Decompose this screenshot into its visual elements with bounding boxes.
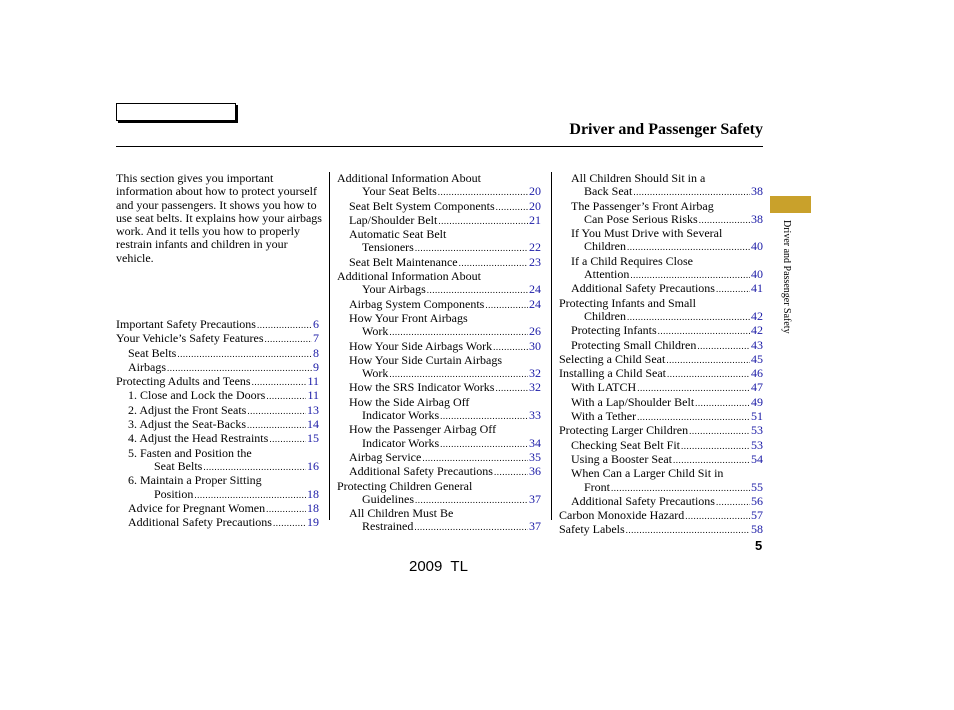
toc-page-link[interactable]: 11 <box>307 374 319 389</box>
toc-entry[interactable] <box>116 516 319 530</box>
toc-entry[interactable] <box>559 481 763 495</box>
toc-entry[interactable] <box>559 324 763 338</box>
toc-entry-heading: When Can a Larger Child Sit in <box>571 466 724 481</box>
dot-leader <box>415 493 528 507</box>
toc-page-link[interactable]: 51 <box>751 409 763 424</box>
toc-entry-title: How Your Side Airbags Work <box>349 338 493 353</box>
toc-entry[interactable] <box>559 453 763 467</box>
dot-leader <box>440 409 528 423</box>
dot-leader <box>658 324 750 338</box>
toc-entry[interactable] <box>116 404 319 418</box>
dot-leader <box>414 520 528 534</box>
toc-entry-title: Indicator Works <box>362 435 440 450</box>
toc-page-link[interactable]: 38 <box>751 211 763 226</box>
toc-entry[interactable] <box>337 340 541 354</box>
footer-model: 2009 TL <box>409 558 468 575</box>
toc-entry-title: Seat Belts <box>128 345 177 360</box>
toc-entry-heading: All Children Should Sit in a <box>571 171 706 185</box>
dot-leader <box>389 325 528 339</box>
dot-leader <box>203 460 306 474</box>
toc-entry-title: Advice for Pregnant Women <box>128 500 266 515</box>
toc-entry[interactable] <box>116 432 319 446</box>
toc-page-link[interactable]: 14 <box>307 417 319 432</box>
toc-entry-title: Work <box>362 324 389 339</box>
toc-page-link[interactable]: 54 <box>751 451 763 466</box>
toc-entry[interactable] <box>559 367 763 381</box>
dot-leader <box>440 437 528 451</box>
toc-entry[interactable] <box>337 437 541 451</box>
toc-page-link[interactable]: 20 <box>529 184 541 199</box>
toc-page-link[interactable]: 57 <box>751 508 763 523</box>
toc-entry-heading: The Passenger’s Front Airbag <box>571 198 714 213</box>
toc-page-link[interactable]: 35 <box>529 449 541 464</box>
toc-entry[interactable] <box>559 339 763 353</box>
toc-entry-title: With a Tether <box>571 409 637 424</box>
toc-page-link[interactable]: 56 <box>751 493 763 508</box>
toc-entry-title: Additional Safety Precautions <box>571 493 715 508</box>
toc-entry-title: Seat Belts <box>154 458 203 473</box>
toc-page-link[interactable]: 34 <box>529 435 541 450</box>
toc-entry-heading: How the Side Airbag Off <box>349 394 470 409</box>
toc-entry-title: Using a Booster Seat <box>571 451 672 466</box>
toc-entry-title: 1. Close and Lock the Doors <box>128 388 266 403</box>
dot-leader <box>415 241 528 255</box>
dot-leader <box>716 282 750 296</box>
toc-entry-title: Airbags <box>128 359 166 374</box>
dot-leader <box>269 432 306 446</box>
toc-entry-title: 2. Adjust the Front Seats <box>128 402 247 417</box>
toc-entry[interactable] <box>559 495 763 509</box>
dot-leader <box>626 523 750 537</box>
toc-entry[interactable] <box>559 381 763 395</box>
toc-entry-title: Carbon Monoxide Hazard <box>559 508 685 523</box>
toc-page-link[interactable]: 37 <box>529 519 541 534</box>
toc-entry-title: How the SRS Indicator Works <box>349 380 495 395</box>
dot-leader <box>673 453 750 467</box>
section-tab <box>770 196 811 213</box>
toc-entry-title: Checking Seat Belt Fit <box>571 437 680 452</box>
toc-page-link[interactable]: 23 <box>529 254 541 269</box>
column-divider-1 <box>329 172 330 520</box>
toc-entry-heading: Protecting Infants and Small <box>559 295 696 310</box>
toc-entry-title: Safety Labels <box>559 522 625 537</box>
column-divider-2 <box>551 172 552 520</box>
toc-entry[interactable] <box>116 418 319 432</box>
toc-entry-title: Restrained <box>362 519 414 534</box>
toc-page-link[interactable]: 7 <box>313 331 319 346</box>
page-title: Driver and Passenger Safety <box>569 121 763 138</box>
toc-page-link[interactable]: 32 <box>529 366 541 381</box>
toc-entry-title: Work <box>362 366 389 381</box>
toc-entry-heading: Protecting Children General <box>337 478 473 493</box>
toc-page-link[interactable]: 13 <box>307 402 319 417</box>
toc-entry-heading: Additional Information About <box>337 269 481 284</box>
toc-column-2 <box>337 172 541 535</box>
toc-entry-title: Seat Belt System Components <box>349 198 495 213</box>
toc-entry[interactable] <box>559 439 763 453</box>
header-rule <box>116 146 763 147</box>
toc-entry-heading: How Your Side Curtain Airbags <box>349 352 503 367</box>
toc-entry[interactable] <box>116 361 319 375</box>
dot-leader <box>459 256 528 270</box>
toc-page-link[interactable]: 20 <box>529 198 541 213</box>
toc-entry-title: 3. Adjust the Seat-Backs <box>128 417 246 432</box>
toc-entry[interactable] <box>116 375 319 389</box>
toc-entry[interactable] <box>337 185 541 199</box>
toc-entry-title: Additional Safety Precautions <box>571 281 715 296</box>
toc-entry-title: Position <box>154 486 194 501</box>
toc-page-link[interactable]: 11 <box>307 388 319 403</box>
toc-entry-title: Protecting Larger Children <box>559 423 689 438</box>
toc-entry-heading: How Your Front Airbags <box>349 310 468 325</box>
toc-page-link[interactable]: 42 <box>751 308 763 323</box>
dot-leader <box>611 481 750 495</box>
toc-entry-title: Installing a Child Seat <box>559 366 666 381</box>
toc-entry-title: Seat Belt Maintenance <box>349 254 458 269</box>
dot-leader <box>637 381 750 395</box>
toc-entry[interactable] <box>559 353 763 367</box>
toc-page-link[interactable]: 6 <box>313 317 319 331</box>
toc-page-link[interactable]: 41 <box>751 281 763 296</box>
toc-entry-title: Your Seat Belts <box>362 184 437 199</box>
toc-entry-title: 4. Adjust the Head Restraints <box>128 431 269 446</box>
toc-page-link[interactable]: 19 <box>307 515 319 530</box>
toc-entry[interactable] <box>559 310 763 324</box>
toc-page-link[interactable]: 37 <box>529 491 541 506</box>
toc-entry-title: Back Seat <box>584 184 633 199</box>
toc-entry[interactable] <box>337 214 541 228</box>
toc-entry-title: Protecting Adults and Teens <box>116 374 251 389</box>
toc-entry-heading: Additional Information About <box>337 171 481 185</box>
toc-page-link[interactable]: 53 <box>751 423 763 438</box>
toc-entry-title: Indicator Works <box>362 408 440 423</box>
dot-leader <box>627 240 750 254</box>
toc-entry[interactable] <box>337 298 541 312</box>
toc-page-link[interactable]: 46 <box>751 366 763 381</box>
dot-leader <box>177 347 312 361</box>
toc-page-link[interactable]: 30 <box>529 338 541 353</box>
toc-entry-heading: 5. Fasten and Position the <box>128 445 252 460</box>
dot-leader <box>265 332 312 346</box>
toc-entry[interactable] <box>337 381 541 395</box>
toc-page-link[interactable]: 38 <box>751 184 763 199</box>
dot-leader <box>633 185 750 199</box>
dot-leader <box>697 339 750 353</box>
toc-page-link[interactable]: 58 <box>751 522 763 537</box>
toc-entry-heading: All Children Must Be <box>349 506 454 521</box>
dot-leader <box>273 516 306 530</box>
toc-entry[interactable] <box>116 389 319 403</box>
toc-entry-title: Additional Safety Precautions <box>128 515 272 530</box>
dot-leader <box>695 396 750 410</box>
toc-entry-title: Protecting Infants <box>571 323 657 338</box>
toc-page-link[interactable]: 55 <box>751 479 763 494</box>
toc-entry[interactable] <box>337 256 541 270</box>
toc-page-link[interactable]: 16 <box>307 458 319 473</box>
toc-entry-heading: If a Child Requires Close <box>571 253 693 268</box>
dot-leader <box>427 283 528 297</box>
toc-entry[interactable] <box>116 318 319 332</box>
dot-leader <box>438 185 528 199</box>
toc-page-link[interactable]: 53 <box>751 437 763 452</box>
toc-entry[interactable] <box>337 451 541 465</box>
dot-leader <box>247 404 306 418</box>
dot-leader <box>699 213 750 227</box>
toc-entry[interactable] <box>116 488 319 502</box>
toc-page-link[interactable]: 21 <box>529 212 541 227</box>
toc-entry[interactable] <box>116 460 319 474</box>
toc-entry[interactable] <box>337 409 541 423</box>
dot-leader <box>485 298 528 312</box>
toc-entry[interactable] <box>559 282 763 296</box>
toc-entry[interactable] <box>337 241 541 255</box>
toc-page-link[interactable]: 42 <box>751 323 763 338</box>
toc-entry-heading: How the Passenger Airbag Off <box>349 422 497 437</box>
toc-entry[interactable] <box>337 200 541 214</box>
toc-entry[interactable] <box>116 332 319 346</box>
toc-entry-title: Children <box>584 239 626 254</box>
toc-entry[interactable] <box>559 509 763 523</box>
toc-page-link[interactable]: 40 <box>751 267 763 282</box>
toc-page-link[interactable]: 24 <box>529 296 541 311</box>
dot-leader <box>637 410 750 424</box>
page-number: 5 <box>755 538 763 553</box>
toc-entry-title: Front <box>584 479 611 494</box>
toc-page-link[interactable]: 22 <box>529 240 541 255</box>
toc-page-link[interactable]: 9 <box>313 359 319 374</box>
toc-entry[interactable] <box>337 283 541 297</box>
toc-entry-title: Your Airbags <box>362 282 426 297</box>
toc-entry[interactable] <box>559 213 763 227</box>
toc-entry[interactable] <box>559 396 763 410</box>
toc-entry-heading: If You Must Drive with Several <box>571 226 723 241</box>
dot-leader <box>422 451 528 465</box>
dot-leader <box>685 509 750 523</box>
toc-page-link[interactable]: 49 <box>751 394 763 409</box>
toc-entry-title: Attention <box>584 267 630 282</box>
dot-leader <box>495 381 528 395</box>
toc-page-link[interactable]: 32 <box>529 380 541 395</box>
dot-leader <box>493 340 528 354</box>
toc-entry-title: Children <box>584 308 626 323</box>
toc-entry[interactable] <box>337 325 541 339</box>
toc-page-link[interactable]: 15 <box>307 431 319 446</box>
dot-leader <box>716 495 750 509</box>
toc-entry[interactable] <box>337 465 541 479</box>
toc-entry-title: Important Safety Precautions <box>116 317 256 331</box>
toc-page-link[interactable]: 24 <box>529 282 541 297</box>
toc-page-link[interactable]: 47 <box>751 380 763 395</box>
toc-column-1 <box>116 318 319 530</box>
toc-entry-title: Airbag System Components <box>349 296 485 311</box>
dot-leader <box>681 439 750 453</box>
toc-entry-title: With LATCH <box>571 380 637 395</box>
toc-entry[interactable] <box>559 185 763 199</box>
toc-entry-heading: Automatic Seat Belt <box>349 227 447 242</box>
toc-entry-title: Can Pose Serious Risks <box>584 211 698 226</box>
toc-page-link[interactable]: 43 <box>751 337 763 352</box>
toc-entry-heading: 6. Maintain a Proper Sitting <box>128 473 262 488</box>
toc-entry-title: Selecting a Child Seat <box>559 351 666 366</box>
toc-page-link[interactable]: 18 <box>307 500 319 515</box>
toc-entry[interactable] <box>337 367 541 381</box>
toc-entry[interactable] <box>559 268 763 282</box>
toc-entry[interactable] <box>116 502 319 516</box>
toc-entry[interactable] <box>559 424 763 438</box>
toc-entry[interactable] <box>559 240 763 254</box>
dot-leader <box>247 418 306 432</box>
dot-leader <box>167 361 312 375</box>
dot-leader <box>266 502 306 516</box>
toc-column-3 <box>559 172 763 538</box>
toc-page-link[interactable]: 33 <box>529 408 541 423</box>
toc-entry-title: Additional Safety Precautions <box>349 464 493 479</box>
toc-entry-title: Protecting Small Children <box>571 337 697 352</box>
dot-leader <box>630 268 750 282</box>
header-box <box>116 103 236 121</box>
toc-entry-title: Lap/Shoulder Belt <box>349 212 438 227</box>
toc-page-link[interactable]: 8 <box>313 345 319 360</box>
toc-entry-title: Guidelines <box>362 491 414 506</box>
dot-leader <box>496 200 528 214</box>
toc-entry[interactable] <box>337 493 541 507</box>
dot-leader <box>689 424 750 438</box>
dot-leader <box>438 214 528 228</box>
toc-entry[interactable] <box>559 410 763 424</box>
toc-entry-title: With a Lap/Shoulder Belt <box>571 394 695 409</box>
toc-entry-title: Your Vehicle’s Safety Features <box>116 331 264 346</box>
side-tab-label: Driver and Passenger Safety <box>781 220 792 334</box>
dot-leader <box>666 353 750 367</box>
dot-leader <box>194 488 306 502</box>
toc-entry-title: Airbag Service <box>349 449 422 464</box>
toc-page-link[interactable]: 45 <box>751 351 763 366</box>
toc-entry-title: Tensioners <box>362 240 414 255</box>
intro-text: This section gives you important information about how to protect yourself and your passengers. It shows you how to use seat belts. It explains how your airbags work. And it tells you how to properly restrain infants and children in your vehicle. <box>116 171 322 265</box>
dot-leader <box>257 318 312 332</box>
toc-entry[interactable] <box>337 520 541 534</box>
toc-entry[interactable] <box>559 523 763 537</box>
toc-entry[interactable] <box>116 347 319 361</box>
toc-page-link[interactable]: 26 <box>529 324 541 339</box>
dot-leader <box>389 367 528 381</box>
toc-page-link[interactable]: 36 <box>529 464 541 479</box>
dot-leader <box>627 310 750 324</box>
toc-page-link[interactable]: 40 <box>751 239 763 254</box>
dot-leader <box>252 375 307 389</box>
dot-leader <box>266 389 306 403</box>
dot-leader <box>494 465 528 479</box>
dot-leader <box>667 367 750 381</box>
toc-page-link[interactable]: 18 <box>307 486 319 501</box>
